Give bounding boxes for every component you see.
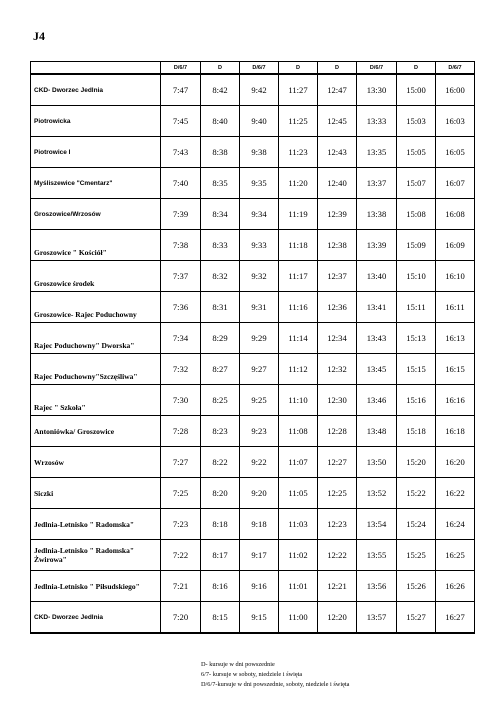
departure-time-cell: 8:25 [201, 385, 240, 416]
stop-name: Groszowice " Kościół" [34, 248, 107, 257]
departure-time-cell: 8:16 [201, 571, 240, 602]
departure-time-cell: 8:42 [201, 74, 240, 106]
departure-time-cell: 15:26 [397, 571, 436, 602]
table-row [31, 478, 475, 509]
departure-time-cell: 13:30 [357, 74, 397, 106]
table-row [31, 509, 475, 540]
stop-name-cell [31, 137, 161, 168]
header-cell: D [201, 62, 240, 75]
departure-time-cell: 16:13 [436, 323, 475, 354]
stop-name: CKD- Dworzec Jedlnia [34, 86, 103, 94]
stop-name: Myśliszewice "Cmentarz" [34, 179, 113, 187]
departure-time-cell: 9:33 [240, 230, 279, 261]
departure-time-cell: 16:00 [436, 74, 475, 106]
departure-time-cell: 12:32 [318, 354, 357, 385]
departure-time-cell: 15:13 [397, 323, 436, 354]
departure-time-cell: 12:22 [318, 540, 357, 571]
departure-time-cell: 7:38 [161, 230, 201, 261]
departure-time-cell: 16:15 [436, 354, 475, 385]
departure-time-cell: 7:25 [161, 478, 201, 509]
table-row [31, 323, 475, 354]
stop-name-cell [31, 540, 161, 571]
departure-time-cell: 13:33 [357, 106, 397, 137]
departure-time-cell: 9:20 [240, 478, 279, 509]
departure-time-cell: 15:05 [397, 137, 436, 168]
departure-time-cell: 9:27 [240, 354, 279, 385]
stop-name: Rajec Poduchowny" Dworska" [34, 341, 135, 350]
table-row [31, 261, 475, 292]
departure-time-cell: 9:31 [240, 292, 279, 323]
stop-name: Siczki [34, 488, 54, 498]
departure-time-cell: 11:03 [279, 509, 318, 540]
stop-name-cell [31, 199, 161, 230]
table-row [31, 137, 475, 168]
departure-time-cell: 11:08 [279, 416, 318, 447]
stop-name-cell [31, 292, 161, 323]
departure-time-cell: 9:17 [240, 540, 279, 571]
stop-name: Wrzosów [34, 457, 64, 467]
departure-time-cell: 15:27 [397, 602, 436, 634]
departure-time-cell: 13:50 [357, 447, 397, 478]
stop-name-cell [31, 74, 161, 106]
departure-time-cell: 11:05 [279, 478, 318, 509]
stop-name: Piotrowicka [34, 117, 71, 125]
departure-time-cell: 8:15 [201, 602, 240, 634]
table-row [31, 199, 475, 230]
departure-time-cell: 11:19 [279, 199, 318, 230]
departure-time-cell: 12:40 [318, 168, 357, 199]
stop-name: Groszowice środek [34, 279, 95, 288]
departure-time-cell: 13:48 [357, 416, 397, 447]
table-row [31, 416, 475, 447]
departure-time-cell: 7:37 [161, 261, 201, 292]
departure-time-cell: 11:20 [279, 168, 318, 199]
departure-time-cell: 13:37 [357, 168, 397, 199]
stop-name: CKD- Dworzec Jedlnia [34, 613, 103, 621]
departure-time-cell: 11:00 [279, 602, 318, 634]
stop-name: Jedlnia-Letnisko " Piłsudskiego" [34, 581, 140, 591]
stop-name: Groszowice/Wrzosów [34, 210, 101, 218]
stop-name-cell [31, 509, 161, 540]
departure-time-cell: 12:34 [318, 323, 357, 354]
stop-name: Piotrowice I [34, 148, 71, 156]
timetable [30, 61, 475, 634]
stop-name-cell [31, 478, 161, 509]
departure-time-cell: 16:26 [436, 571, 475, 602]
departure-time-cell: 11:10 [279, 385, 318, 416]
legend [201, 660, 349, 690]
table-row [31, 168, 475, 199]
header-cell: D/6/7 [161, 62, 201, 75]
departure-time-cell: 8:18 [201, 509, 240, 540]
departure-time-cell: 8:17 [201, 540, 240, 571]
departure-time-cell: 15:22 [397, 478, 436, 509]
stop-name: Rajec " Szkoła" [34, 403, 86, 412]
departure-time-cell: 13:54 [357, 509, 397, 540]
stop-name-cell [31, 230, 161, 261]
legend-line: 6/7- kursuje w soboty, niedziele i święta [201, 671, 303, 678]
departure-time-cell: 12:39 [318, 199, 357, 230]
departure-time-cell: 15:03 [397, 106, 436, 137]
departure-time-cell: 15:08 [397, 199, 436, 230]
departure-time-cell: 7:43 [161, 137, 201, 168]
stop-name-cell [31, 354, 161, 385]
table-row [31, 602, 475, 634]
departure-time-cell: 15:11 [397, 292, 436, 323]
departure-time-cell: 15:07 [397, 168, 436, 199]
departure-time-cell: 11:18 [279, 230, 318, 261]
departure-time-cell: 12:25 [318, 478, 357, 509]
departure-time-cell: 16:11 [436, 292, 475, 323]
stop-name-cell [31, 571, 161, 602]
departure-time-cell: 16:16 [436, 385, 475, 416]
departure-time-cell: 12:43 [318, 137, 357, 168]
departure-time-cell: 15:24 [397, 509, 436, 540]
departure-time-cell: 12:20 [318, 602, 357, 634]
departure-time-cell: 11:14 [279, 323, 318, 354]
departure-time-cell: 9:23 [240, 416, 279, 447]
departure-time-cell: 13:38 [357, 199, 397, 230]
departure-time-cell: 7:36 [161, 292, 201, 323]
header-row [31, 62, 475, 75]
departure-time-cell: 15:20 [397, 447, 436, 478]
stop-header-cell [31, 62, 161, 75]
departure-time-cell: 7:45 [161, 106, 201, 137]
departure-time-cell: 12:30 [318, 385, 357, 416]
departure-time-cell: 11:23 [279, 137, 318, 168]
stop-name-cell [31, 168, 161, 199]
departure-time-cell: 16:05 [436, 137, 475, 168]
departure-time-cell: 11:01 [279, 571, 318, 602]
departure-time-cell: 7:21 [161, 571, 201, 602]
departure-time-cell: 16:09 [436, 230, 475, 261]
departure-time-cell: 8:23 [201, 416, 240, 447]
table-row [31, 74, 475, 106]
table-row [31, 540, 475, 571]
departure-time-cell: 13:55 [357, 540, 397, 571]
legend-line: D- kursuje w dni powszednie [201, 661, 275, 668]
departure-time-cell: 13:52 [357, 478, 397, 509]
departure-time-cell: 7:28 [161, 416, 201, 447]
departure-time-cell: 9:18 [240, 509, 279, 540]
departure-time-cell: 16:20 [436, 447, 475, 478]
departure-time-cell: 9:38 [240, 137, 279, 168]
departure-time-cell: 11:02 [279, 540, 318, 571]
departure-time-cell: 15:15 [397, 354, 436, 385]
departure-time-cell: 9:42 [240, 74, 279, 106]
departure-time-cell: 13:43 [357, 323, 397, 354]
departure-time-cell: 7:23 [161, 509, 201, 540]
departure-time-cell: 9:32 [240, 261, 279, 292]
departure-time-cell: 13:45 [357, 354, 397, 385]
departure-time-cell: 12:37 [318, 261, 357, 292]
departure-time-cell: 8:20 [201, 478, 240, 509]
stop-name-cell [31, 416, 161, 447]
departure-time-cell: 7:40 [161, 168, 201, 199]
table-row [31, 571, 475, 602]
departure-time-cell: 8:31 [201, 292, 240, 323]
departure-time-cell: 13:56 [357, 571, 397, 602]
stop-name: Jedlnia-Letnisko " Radomska" [34, 519, 135, 529]
departure-time-cell: 8:32 [201, 261, 240, 292]
departure-time-cell: 12:21 [318, 571, 357, 602]
stop-name-cell [31, 323, 161, 354]
departure-time-cell: 16:10 [436, 261, 475, 292]
departure-time-cell: 7:27 [161, 447, 201, 478]
departure-time-cell: 15:00 [397, 74, 436, 106]
departure-time-cell: 11:07 [279, 447, 318, 478]
departure-time-cell: 12:27 [318, 447, 357, 478]
departure-time-cell: 8:35 [201, 168, 240, 199]
departure-time-cell: 9:22 [240, 447, 279, 478]
departure-time-cell: 15:25 [397, 540, 436, 571]
departure-time-cell: 11:25 [279, 106, 318, 137]
departure-time-cell: 9:25 [240, 385, 279, 416]
stop-name-cell [31, 602, 161, 634]
departure-time-cell: 8:38 [201, 137, 240, 168]
departure-time-cell: 15:10 [397, 261, 436, 292]
departure-time-cell: 7:20 [161, 602, 201, 634]
table-row [31, 354, 475, 385]
table-row [31, 385, 475, 416]
departure-time-cell: 9:35 [240, 168, 279, 199]
table-row [31, 230, 475, 261]
departure-time-cell: 8:27 [201, 354, 240, 385]
departure-time-cell: 11:27 [279, 74, 318, 106]
departure-time-cell: 7:30 [161, 385, 201, 416]
departure-time-cell: 16:24 [436, 509, 475, 540]
departure-time-cell: 16:22 [436, 478, 475, 509]
departure-time-cell: 7:32 [161, 354, 201, 385]
departure-time-cell: 12:38 [318, 230, 357, 261]
stop-name: Antoniówka/ Groszowice [34, 426, 115, 436]
departure-time-cell: 13:46 [357, 385, 397, 416]
departure-time-cell: 16:18 [436, 416, 475, 447]
departure-time-cell: 15:18 [397, 416, 436, 447]
stop-name: Groszowice- Rajec Poduchowny [34, 310, 137, 319]
page-title: J4 [33, 29, 45, 43]
header-cell: D/6/7 [436, 62, 475, 75]
departure-time-cell: 9:29 [240, 323, 279, 354]
stop-name: Jedlnia-Letnisko " Radomska" Żwirowa" [34, 546, 135, 564]
departure-time-cell: 8:34 [201, 199, 240, 230]
stop-name-cell [31, 385, 161, 416]
departure-time-cell: 13:35 [357, 137, 397, 168]
departure-time-cell: 13:41 [357, 292, 397, 323]
departure-time-cell: 16:08 [436, 199, 475, 230]
legend-line: D/6/7-kursuje w dni powszednie, soboty, niedziele i święta [201, 681, 350, 688]
stop-name-cell [31, 261, 161, 292]
departure-time-cell: 12:45 [318, 106, 357, 137]
table-row [31, 447, 475, 478]
departure-time-cell: 12:36 [318, 292, 357, 323]
departure-time-cell: 7:47 [161, 74, 201, 106]
departure-time-cell: 13:57 [357, 602, 397, 634]
stop-name-cell [31, 106, 161, 137]
table-row [31, 292, 475, 323]
departure-time-cell: 9:40 [240, 106, 279, 137]
stop-name: Rajec Poduchowny"Szczęśliwa" [34, 372, 138, 381]
header-cell: D [279, 62, 318, 75]
departure-time-cell: 16:03 [436, 106, 475, 137]
departure-time-cell: 8:29 [201, 323, 240, 354]
departure-time-cell: 8:33 [201, 230, 240, 261]
departure-time-cell: 12:23 [318, 509, 357, 540]
departure-time-cell: 12:47 [318, 74, 357, 106]
departure-time-cell: 13:39 [357, 230, 397, 261]
departure-time-cell: 16:27 [436, 602, 475, 634]
departure-time-cell: 16:25 [436, 540, 475, 571]
departure-time-cell: 9:34 [240, 199, 279, 230]
departure-time-cell: 9:15 [240, 602, 279, 634]
departure-time-cell: 11:17 [279, 261, 318, 292]
stop-name-cell [31, 447, 161, 478]
departure-time-cell: 11:16 [279, 292, 318, 323]
departure-time-cell: 7:22 [161, 540, 201, 571]
departure-time-cell: 13:40 [357, 261, 397, 292]
departure-time-cell: 8:22 [201, 447, 240, 478]
departure-time-cell: 16:07 [436, 168, 475, 199]
header-cell: D [397, 62, 436, 75]
departure-time-cell: 12:28 [318, 416, 357, 447]
departure-time-cell: 8:40 [201, 106, 240, 137]
departure-time-cell: 9:16 [240, 571, 279, 602]
header-cell: D/6/7 [240, 62, 279, 75]
header-cell: D [318, 62, 357, 75]
departure-time-cell: 15:16 [397, 385, 436, 416]
departure-time-cell: 15:09 [397, 230, 436, 261]
header-cell: D/6/7 [357, 62, 397, 75]
departure-time-cell: 11:12 [279, 354, 318, 385]
table-row [31, 106, 475, 137]
departure-time-cell: 7:39 [161, 199, 201, 230]
departure-time-cell: 7:34 [161, 323, 201, 354]
